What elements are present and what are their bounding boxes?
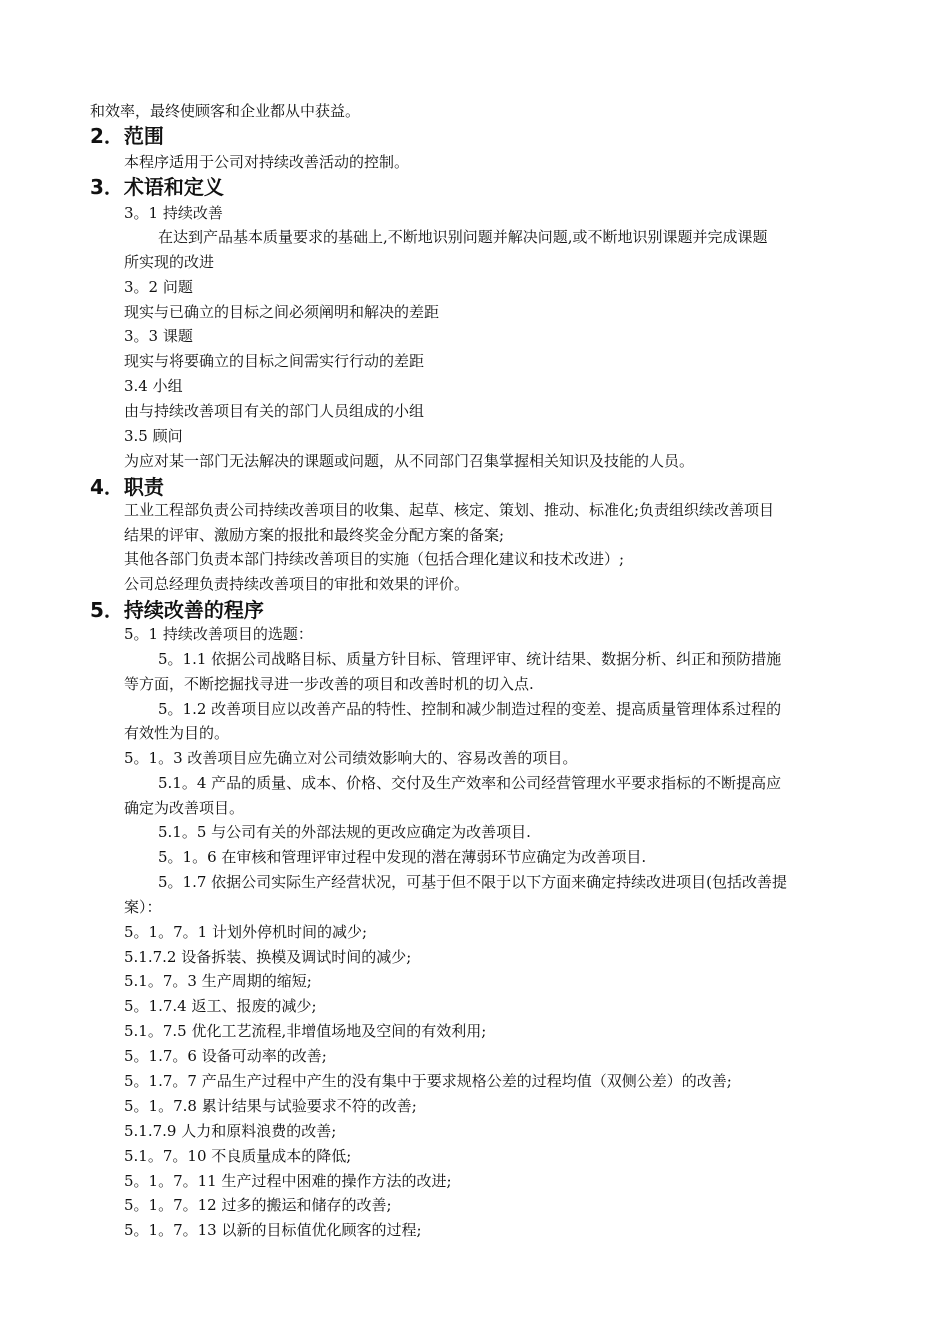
section-heading: 5．持续改善的程序 [90, 598, 264, 622]
text-line: 3。2 问题 [124, 278, 193, 296]
text-line: 5.1.7.9 人力和原料浪费的改善; [124, 1122, 337, 1140]
text-line: 3.4 小组 [124, 377, 183, 395]
text-line: 为应对某一部门无法解决的课题或问题，从不同部门召集掌握相关知识及技能的人员。 [124, 452, 695, 470]
text-line: 结果的评审、激励方案的报批和最终奖金分配方案的备案; [124, 526, 505, 544]
text-line: 5。1.7.4 返工、报废的减少; [124, 997, 317, 1015]
text-line: 由与持续改善项目有关的部门人员组成的小组 [124, 402, 425, 420]
text-line: 5。1。6 在审核和管理评审过程中发现的潜在薄弱环节应确定为改善项目. [158, 848, 647, 866]
text-line: 5。1。7.8 累计结果与试验要求不符的改善; [124, 1097, 417, 1115]
text-line: 有效性为目的。 [124, 724, 230, 742]
text-line: 5.1。5 与公司有关的外部法规的更改应确定为改善项目. [158, 823, 531, 841]
text-line: 公司总经理负责持续改善项目的审批和效果的评价。 [124, 575, 470, 593]
text-line: 5。1.2 改善项目应以改善产品的特性、控制和减少制造过程的变差、提高质量管理体系过程的 [158, 700, 782, 718]
text-line: 现实与已确立的目标之间必须阐明和解决的差距 [124, 303, 440, 321]
text-line: 其他各部门负责本部门持续改善项目的实施（包括合理化建议和技术改进）; [124, 550, 625, 568]
text-line: 5.1。7。3 生产周期的缩短; [124, 972, 312, 990]
text-line: 5。1 持续改善项目的选题： [124, 625, 313, 643]
text-line: 5。1。7。13 以新的目标值优化顾客的过程; [124, 1221, 422, 1239]
text-line: 所实现的改进 [124, 253, 215, 271]
text-line: 3.5 顾问 [124, 427, 183, 445]
text-line: 5。1.7 依据公司实际生产经营状况，可基于但不限于以下方面来确定持续改进项目(包括改善提 [158, 873, 788, 891]
text-line: 本程序适用于公司对持续改善活动的控制。 [124, 153, 410, 171]
section-heading: 3．术语和定义 [90, 175, 224, 199]
text-line: 等方面，不断挖掘找寻进一步改善的项目和改善时机的切入点. [124, 675, 534, 693]
text-line: 案）： [124, 898, 162, 916]
text-line: 5.1。4 产品的质量、成本、价格、交付及生产效率和公司经营管理水平要求指标的不断提高应 [158, 774, 782, 792]
text-line: 确定为改善项目。 [124, 799, 245, 817]
text-line: 5.1。7.5 优化工艺流程,非增值场地及空间的有效利用; [124, 1022, 487, 1040]
section-heading: 2．范围 [90, 124, 164, 148]
text-line: 现实与将要确立的目标之间需实行行动的差距 [124, 352, 425, 370]
text-line: 5。1.7。6 设备可动率的改善; [124, 1047, 327, 1065]
text-line: 3。1 持续改善 [124, 204, 223, 222]
text-line: 工业工程部负责公司持续改善项目的收集、起草、核定、策划、推动、标准化;负责组织续改善项目 [124, 501, 775, 519]
text-line: 5。1。7。11 生产过程中困难的操作方法的改进; [124, 1172, 452, 1190]
text-line: 5.1.7.2 设备拆装、换模及调试时间的减少; [124, 948, 412, 966]
text-line: 5。1。3 改善项目应先确立对公司绩效影响大的、容易改善的项目。 [124, 749, 578, 767]
text-line: 5.1。7。10 不良质量成本的降低; [124, 1147, 352, 1165]
text-line: 5。1。7。1 计划外停机时间的减少; [124, 923, 367, 941]
text-line: 在达到产品基本质量要求的基础上,不断地识别问题并解决问题,或不断地识别课题并完成课题 [158, 228, 768, 246]
text-line: 和效率，最终使顾客和企业都从中获益。 [90, 102, 361, 120]
text-line: 3。3 课题 [124, 327, 193, 345]
text-line: 5。1.1 依据公司战略目标、质量方针目标、管理评审、统计结果、数据分析、纠正和预防措施 [158, 650, 782, 668]
text-line: 5。1.7。7 产品生产过程中产生的没有集中于要求规格公差的过程均值（双侧公差）的改善; [124, 1072, 732, 1090]
text-line: 5。1。7。12 过多的搬运和储存的改善; [124, 1196, 392, 1214]
section-heading: 4．职责 [90, 475, 164, 499]
